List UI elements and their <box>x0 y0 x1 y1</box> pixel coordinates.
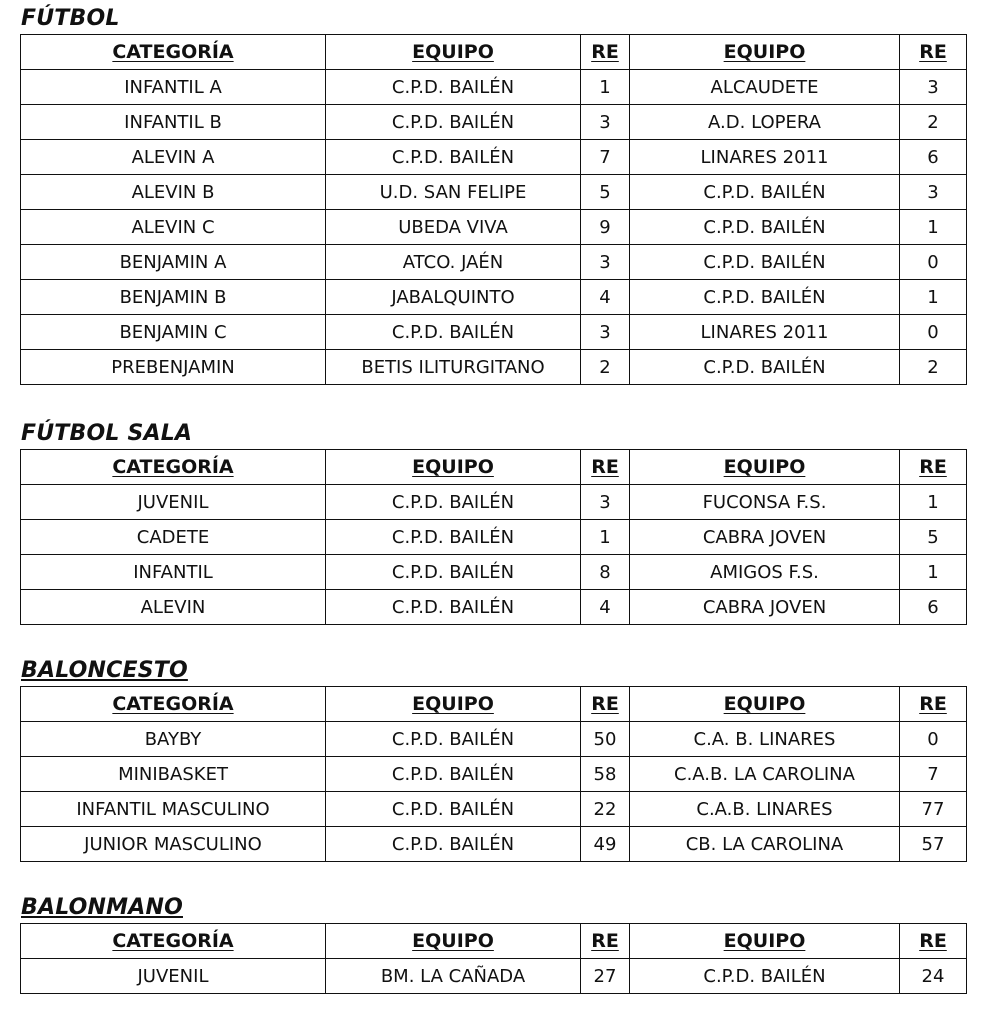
cell-resultado-local: 4 <box>581 590 630 625</box>
cell-resultado-local: 3 <box>581 315 630 350</box>
table-row <box>21 210 967 245</box>
results-table-futbol-sala <box>20 449 967 625</box>
header-re-local: RE <box>581 450 630 485</box>
cell-resultado-visitante: 6 <box>900 140 967 175</box>
cell-resultado-local: 27 <box>581 959 630 994</box>
cell-resultado-visitante: 77 <box>900 792 967 827</box>
table-row <box>21 245 967 280</box>
header-equipo-visitante: EQUIPO <box>630 35 900 70</box>
cell-equipo-local: ATCO. JAÉN <box>326 245 581 280</box>
table-row <box>21 590 967 625</box>
cell-categoria: ALEVIN <box>21 590 326 625</box>
section-balonmano <box>20 895 966 994</box>
cell-resultado-local: 4 <box>581 280 630 315</box>
cell-equipo-local: C.P.D. BAILÉN <box>326 555 581 590</box>
header-equipo-local: EQUIPO <box>326 35 581 70</box>
cell-equipo-local: C.P.D. BAILÉN <box>326 485 581 520</box>
header-equipo-local: EQUIPO <box>326 924 581 959</box>
cell-equipo-visitante: C.P.D. BAILÉN <box>630 959 900 994</box>
header-equipo-local: EQUIPO <box>326 687 581 722</box>
results-table-futbol <box>20 34 967 385</box>
cell-resultado-local: 50 <box>581 722 630 757</box>
table-row <box>21 280 967 315</box>
cell-resultado-local: 49 <box>581 827 630 862</box>
header-re-local: RE <box>581 924 630 959</box>
cell-equipo-local: C.P.D. BAILÉN <box>326 827 581 862</box>
table-row <box>21 555 967 590</box>
cell-resultado-visitante: 1 <box>900 555 967 590</box>
cell-categoria: BAYBY <box>21 722 326 757</box>
results-table-balonmano <box>20 923 967 994</box>
table-row <box>21 722 967 757</box>
table-row <box>21 315 967 350</box>
cell-resultado-local: 1 <box>581 520 630 555</box>
cell-equipo-visitante: A.D. LOPERA <box>630 105 900 140</box>
cell-resultado-visitante: 6 <box>900 590 967 625</box>
cell-categoria: JUVENIL <box>21 959 326 994</box>
table-row <box>21 105 967 140</box>
cell-equipo-visitante: CABRA JOVEN <box>630 520 900 555</box>
table-row <box>21 350 967 385</box>
cell-resultado-visitante: 0 <box>900 722 967 757</box>
cell-equipo-visitante: CABRA JOVEN <box>630 590 900 625</box>
table-header-row <box>21 924 967 959</box>
cell-resultado-visitante: 1 <box>900 485 967 520</box>
cell-resultado-visitante: 5 <box>900 520 967 555</box>
cell-equipo-visitante: FUCONSA F.S. <box>630 485 900 520</box>
cell-resultado-local: 3 <box>581 105 630 140</box>
cell-categoria: BENJAMIN C <box>21 315 326 350</box>
cell-categoria: MINIBASKET <box>21 757 326 792</box>
cell-resultado-local: 5 <box>581 175 630 210</box>
section-title: BALONMANO <box>21 895 183 920</box>
cell-equipo-visitante: C.A.B. LA CAROLINA <box>630 757 900 792</box>
cell-resultado-local: 1 <box>581 70 630 105</box>
header-categoria: CATEGORÍA <box>21 687 326 722</box>
cell-equipo-local: C.P.D. BAILÉN <box>326 105 581 140</box>
header-re-local: RE <box>581 35 630 70</box>
cell-equipo-visitante: C.A. B. LINARES <box>630 722 900 757</box>
cell-resultado-visitante: 3 <box>900 70 967 105</box>
cell-equipo-visitante: LINARES 2011 <box>630 140 900 175</box>
header-re-visitante: RE <box>900 687 967 722</box>
cell-equipo-local: C.P.D. BAILÉN <box>326 792 581 827</box>
cell-resultado-visitante: 2 <box>900 105 967 140</box>
cell-categoria: JUVENIL <box>21 485 326 520</box>
table-header-row <box>21 450 967 485</box>
cell-resultado-visitante: 7 <box>900 757 967 792</box>
cell-equipo-local: BETIS ILITURGITANO <box>326 350 581 385</box>
cell-equipo-local: C.P.D. BAILÉN <box>326 520 581 555</box>
cell-resultado-visitante: 2 <box>900 350 967 385</box>
table-row <box>21 70 967 105</box>
cell-equipo-local: C.P.D. BAILÉN <box>326 70 581 105</box>
header-re-visitante: RE <box>900 35 967 70</box>
cell-categoria: INFANTIL <box>21 555 326 590</box>
cell-resultado-local: 2 <box>581 350 630 385</box>
cell-equipo-visitante: C.P.D. BAILÉN <box>630 175 900 210</box>
header-re-local: RE <box>581 687 630 722</box>
cell-categoria: CADETE <box>21 520 326 555</box>
cell-equipo-visitante: ALCAUDETE <box>630 70 900 105</box>
table-row <box>21 792 967 827</box>
header-categoria: CATEGORÍA <box>21 450 326 485</box>
cell-resultado-local: 3 <box>581 485 630 520</box>
cell-equipo-visitante: CB. LA CAROLINA <box>630 827 900 862</box>
cell-equipo-local: C.P.D. BAILÉN <box>326 315 581 350</box>
cell-equipo-visitante: C.P.D. BAILÉN <box>630 350 900 385</box>
cell-resultado-visitante: 0 <box>900 315 967 350</box>
cell-resultado-visitante: 3 <box>900 175 967 210</box>
cell-categoria: ALEVIN A <box>21 140 326 175</box>
table-row <box>21 175 967 210</box>
cell-equipo-visitante: LINARES 2011 <box>630 315 900 350</box>
table-row <box>21 757 967 792</box>
cell-resultado-visitante: 0 <box>900 245 967 280</box>
cell-equipo-local: C.P.D. BAILÉN <box>326 590 581 625</box>
cell-equipo-visitante: C.A.B. LINARES <box>630 792 900 827</box>
cell-categoria: ALEVIN B <box>21 175 326 210</box>
table-row <box>21 520 967 555</box>
cell-resultado-local: 9 <box>581 210 630 245</box>
header-re-visitante: RE <box>900 450 967 485</box>
cell-equipo-local: UBEDA VIVA <box>326 210 581 245</box>
table-row <box>21 485 967 520</box>
table-row <box>21 959 967 994</box>
results-table-baloncesto <box>20 686 967 862</box>
cell-resultado-local: 3 <box>581 245 630 280</box>
header-categoria: CATEGORÍA <box>21 35 326 70</box>
cell-categoria: PREBENJAMIN <box>21 350 326 385</box>
cell-resultado-local: 7 <box>581 140 630 175</box>
header-equipo-local: EQUIPO <box>326 450 581 485</box>
cell-resultado-local: 22 <box>581 792 630 827</box>
cell-categoria: JUNIOR MASCULINO <box>21 827 326 862</box>
cell-equipo-local: U.D. SAN FELIPE <box>326 175 581 210</box>
cell-resultado-local: 8 <box>581 555 630 590</box>
cell-categoria: INFANTIL B <box>21 105 326 140</box>
cell-equipo-local: C.P.D. BAILÉN <box>326 722 581 757</box>
header-equipo-visitante: EQUIPO <box>630 687 900 722</box>
cell-categoria: INFANTIL A <box>21 70 326 105</box>
cell-equipo-visitante: C.P.D. BAILÉN <box>630 210 900 245</box>
cell-resultado-visitante: 57 <box>900 827 967 862</box>
section-futbol <box>20 6 966 385</box>
cell-categoria: INFANTIL MASCULINO <box>21 792 326 827</box>
section-baloncesto <box>20 658 966 862</box>
section-title: FÚTBOL <box>21 6 120 31</box>
section-title: FÚTBOL SALA <box>21 421 193 446</box>
cell-equipo-local: BM. LA CAÑADA <box>326 959 581 994</box>
header-categoria: CATEGORÍA <box>21 924 326 959</box>
cell-equipo-visitante: AMIGOS F.S. <box>630 555 900 590</box>
header-re-visitante: RE <box>900 924 967 959</box>
cell-resultado-visitante: 1 <box>900 280 967 315</box>
table-row <box>21 140 967 175</box>
table-header-row <box>21 687 967 722</box>
cell-equipo-local: JABALQUINTO <box>326 280 581 315</box>
cell-resultado-visitante: 24 <box>900 959 967 994</box>
cell-resultado-visitante: 1 <box>900 210 967 245</box>
table-row <box>21 827 967 862</box>
cell-categoria: BENJAMIN A <box>21 245 326 280</box>
cell-equipo-visitante: C.P.D. BAILÉN <box>630 280 900 315</box>
table-header-row <box>21 35 967 70</box>
section-futbol-sala <box>20 421 966 625</box>
cell-categoria: BENJAMIN B <box>21 280 326 315</box>
section-title: BALONCESTO <box>21 658 188 683</box>
header-equipo-visitante: EQUIPO <box>630 450 900 485</box>
header-equipo-visitante: EQUIPO <box>630 924 900 959</box>
cell-equipo-visitante: C.P.D. BAILÉN <box>630 245 900 280</box>
cell-equipo-local: C.P.D. BAILÉN <box>326 757 581 792</box>
cell-categoria: ALEVIN C <box>21 210 326 245</box>
cell-resultado-local: 58 <box>581 757 630 792</box>
cell-equipo-local: C.P.D. BAILÉN <box>326 140 581 175</box>
